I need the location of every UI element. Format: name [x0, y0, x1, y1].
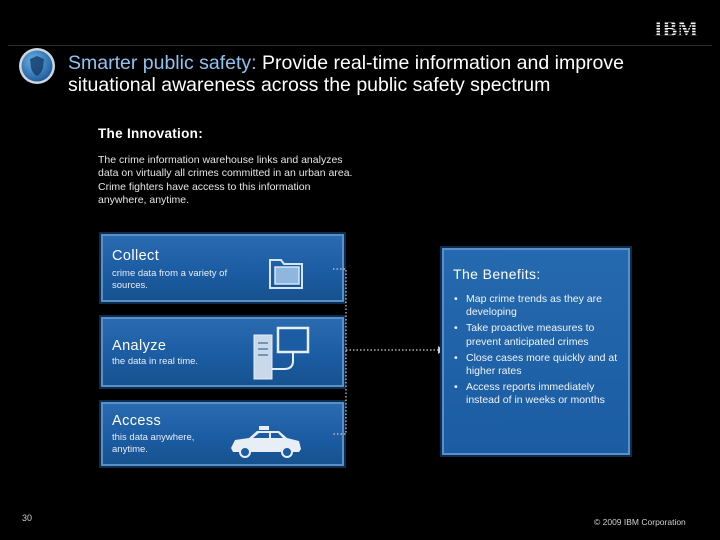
shield-badge-icon [17, 46, 57, 86]
innovation-heading: The Innovation: [98, 126, 203, 141]
access-box [101, 402, 344, 466]
copyright-notice: © 2009 IBM Corporation [594, 517, 686, 527]
analyze-box [101, 317, 344, 387]
analyze-title: Analyze [112, 338, 167, 354]
collect-subtitle: crime data from a variety of sources. [112, 268, 228, 291]
benefits-list [454, 293, 626, 411]
benefit-item: • Map crime trends as they are developing [454, 293, 626, 319]
benefits-heading: The Benefits: [453, 266, 541, 282]
collect-title: Collect [112, 248, 160, 264]
access-title: Access [112, 413, 162, 429]
ibm-logo [652, 17, 700, 39]
collect-box [101, 234, 344, 302]
page-title [68, 52, 668, 96]
benefit-item: • Close cases more quickly and at higher rates [454, 352, 626, 378]
analyze-subtitle: the data in real time. [112, 356, 199, 367]
title-text: Provide real-time information and improve situational awareness across the public safety spectrum [68, 52, 624, 96]
access-subtitle: this data anywhere, anytime. [112, 432, 195, 455]
folder-icon [268, 256, 304, 290]
police-car-icon [225, 422, 305, 462]
benefit-item: • Access reports immediately instead of in weeks or months [454, 381, 626, 407]
page-number: 30 [22, 513, 33, 523]
innovation-text: The crime information warehouse links and analyzes data on virtually all crimes committed in an urban area. Crime fighters have access to this information anywhere, anytime. [98, 154, 353, 207]
title-highlight: Smarter public safety: [68, 52, 257, 74]
flow-connector [330, 262, 450, 442]
benefit-item: • Take proactive measures to prevent anticipated crimes [454, 322, 626, 348]
computer-icon [250, 325, 312, 381]
benefits-box [442, 248, 630, 455]
ibm-logo-text: IBM [654, 17, 698, 39]
header-divider [8, 45, 712, 46]
